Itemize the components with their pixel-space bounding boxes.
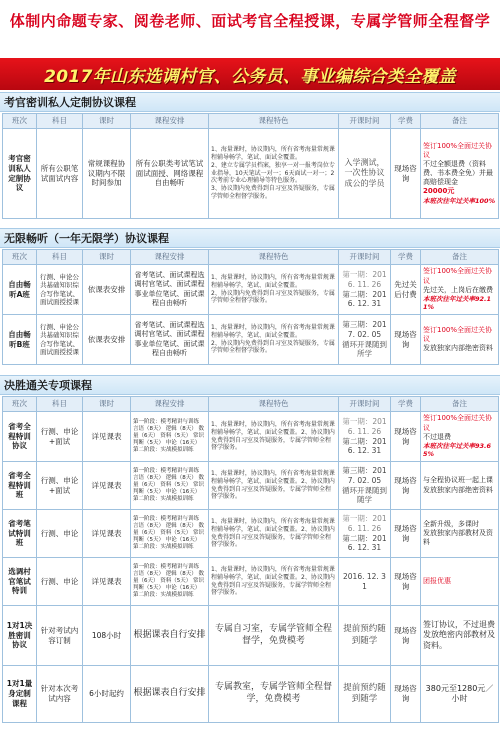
course-features: 1、海量课时，协议期内，所有省考海量常规课程辅导畅学，笔试、面试全覆盖。2、协议期内免费得到自习室及答疑服务，专属学管师全程督学服务。 [209,412,339,462]
remark-line: 发放独家内部教材及资料 [423,528,493,547]
remarks [421,510,499,558]
table-row [3,462,499,510]
course-plan: 所有公职类考试笔试面试面授、网络课程自由畅听 [131,129,209,219]
course-plan: 根据课表自行安排 [131,666,209,723]
banner-slogan: 体制内命题专家、阅卷老师、面试考官全程授课，专属学管师全程督学 [9,12,491,30]
open-date: 第二期：2016. 12. 31 [342,436,387,456]
section-title-s1: 考官密训私人定制协议课程 [0,92,500,112]
course-features [209,129,339,219]
open-date: 第一期：2016. 11. 26 [342,514,387,533]
course-plan: 省考笔试、面试课程选调村官笔试、面试课程事业单位笔试、面试课程自由畅听 [131,315,209,365]
header-cell: 课时 [83,250,131,265]
header-cell: 开课时间 [339,114,391,129]
course-subject: 行测、申论公共基础知识综合写作笔试、面试面授授课 [37,315,83,365]
remarks [421,412,499,462]
class-name: 1对1量身定制课程 [3,666,37,723]
course-subject: 行测、申论公共基础知识综合写作笔试、面试面授授课 [37,265,83,315]
table-row [3,510,499,558]
remark-amount: 20000元 [423,187,455,196]
red-banner [0,58,500,90]
feature-item: 2、建立专属学员档案，独享一对一报考岗位专业指导，10天笔试一对一；6天面试一对一；2次考前专业心理辅导等特色服务。 [211,161,335,185]
open-date: 第一期：2016. 11. 26 [342,417,387,436]
pass-rate: 本班次往年过关率93.65% [423,441,492,459]
remarks: 签订协议，不过退费发放绝密内部教材及资料。 [421,606,499,666]
header-cell: 课程特色 [209,114,339,129]
open-date: 第三期：2017. 02. 05 [342,466,387,485]
header-cell: 科目 [37,397,83,412]
tuition: 现场咨询 [391,558,421,606]
remark-line: 发放独家内部绝密资料 [423,344,493,353]
remark-line: 与全程协议班一起上课 [423,476,493,485]
class-name: 省考笔试特训班 [3,510,37,558]
remark-line: 签订100%全面过关协议 [423,142,493,160]
course-plan: 第一阶段：模考精讲与训练 言语（8天） 逻辑（8天） 数量（6天） 资料（5天） 常识判断（5天） 申论（16天） 第二阶段：实战模拟训练 [131,412,209,462]
header-cell: 班次 [3,250,37,265]
feature-item: 3、协议期内免费得到自习室及答疑服务，专属学管师全程督学服务。 [211,185,335,200]
remark-line: 签订100%全面过关协议 [423,325,493,343]
tuition: 现场咨询 [391,412,421,462]
feature-item: 2、协议期内免费得到自习室及答疑服务，专属学管师全程督学服务。 [211,289,335,305]
feature-item: 1、海量课时，协议期内，所有省考海量常规课程辅导畅学，笔试、面试全覆盖。 [211,146,335,161]
remark-line: 不过全额退费（资料费、书本费全免）并最高赔偿现金 [423,160,493,187]
table-header-row [3,397,499,412]
header-cell: 学费 [391,250,421,265]
course-subject: 针对本次考试内容 [37,666,83,723]
pass-rate: 本班次往年过关率100% [423,196,496,205]
course-hours: 依课表安排 [83,265,131,315]
open-date: 第三期：2017. 02. 05 [342,320,387,339]
table-row [3,666,499,723]
header-cell: 课时 [83,397,131,412]
header-cell: 开课时间 [339,397,391,412]
course-subject: 行测、申论+面试 [37,462,83,510]
table-s2 [2,249,499,365]
course-hours: 6小时起约 [83,666,131,723]
tuition: 现场咨询 [391,315,421,365]
header-cell: 学费 [391,397,421,412]
tuition: 现场咨询 [391,666,421,723]
header-cell: 开课时间 [339,250,391,265]
course-subject: 所有公职笔试面试内容 [37,129,83,219]
course-plan: 根据课表自行安排 [131,606,209,666]
top-banner [0,0,500,58]
course-subject: 行测、申论 [37,558,83,606]
table-header-row [3,250,499,265]
class-name: 自由畅听B班 [3,315,37,365]
remarks [421,558,499,606]
open-time [339,510,391,558]
remarks [421,462,499,510]
header-cell: 科目 [37,114,83,129]
open-time: 提前预约随到随学 [339,666,391,723]
class-name: 考官密训私人定制协议 [3,129,37,219]
table-row [3,265,499,315]
remarks [421,265,499,315]
header-cell: 课程特色 [209,250,339,265]
course-plan: 省考笔试、面试课程选调村官笔试、面试课程事业单位笔试、面试课程自由畅听 [131,265,209,315]
tuition: 现场咨询 [391,510,421,558]
course-features: 1、海量课时，协议期内，所有省考海量常规课程辅导畅学，笔试、面试全覆盖。2、协议期内免费得到自习室及答疑服务，专属学管师全程督学服务。 [209,558,339,606]
course-plan: 第一阶段：模考精讲与训练 言语（8天） 逻辑（8天） 数量（6天） 资料（5天） 常识判断（5天） 申论（16天） 第二阶段：实战模拟训练 [131,510,209,558]
course-features: 专属自习室，专属学管师全程督学，免费模考 [209,606,339,666]
open-time [339,412,391,462]
course-hours: 108小时 [83,606,131,666]
open-time: 提前预约随到随学 [339,606,391,666]
course-hours: 依课表安排 [83,315,131,365]
class-name: 1对1决胜密训协议 [3,606,37,666]
remark-line: 先过关，上岗后在缴费 [423,285,493,294]
table-row [3,412,499,462]
open-date: 第二期：2016. 12. 31 [342,289,387,309]
class-name: 省考全程特训班 [3,462,37,510]
class-name: 选调村官笔试特训 [3,558,37,606]
section-title-s3: 决胜通关专项课程 [0,375,500,395]
remarks [421,315,499,365]
header-cell: 备注 [421,114,499,129]
remark-line: 团报优惠 [423,576,451,585]
course-features: 专属教室，专属学管师全程督学，免费模考 [209,666,339,723]
header-cell: 备注 [421,397,499,412]
course-features [209,315,339,365]
course-hours: 详见课表 [83,412,131,462]
tuition: 现场咨询 [391,129,421,219]
section-title-s2: 无限畅听（一年无限学）协议课程 [0,228,500,248]
course-hours: 常规课程协议期内不限时间参加 [83,129,131,219]
course-features: 1、海量课时，协议期内，所有省考海量常规课程辅导畅学，笔试、面试全覆盖。2、协议期内免费得到自习室及答疑服务，专属学管师全程督学服务。 [209,510,339,558]
header-cell: 课程特色 [209,397,339,412]
feature-item: 1、海量课时，协议期内，所有省考海量常规课程辅导畅学，笔试、面试全覆盖。 [211,273,335,289]
open-date: 第二期：2016. 12. 31 [342,533,387,553]
course-subject: 针对考试内容订制 [37,606,83,666]
remarks [421,129,499,219]
class-name: 省考全程特训协议 [3,412,37,462]
banner-headline: 2017年山东选调村官、公务员、事业编综合类全覆盖 [44,66,456,87]
course-hours: 详见课表 [83,462,131,510]
tuition: 现场咨询 [391,462,421,510]
header-cell: 课程安排 [131,397,209,412]
table-header-row [3,114,499,129]
header-cell: 班次 [3,397,37,412]
table-s1 [2,113,499,219]
header-cell: 课时 [83,114,131,129]
open-time [339,462,391,510]
table-row [3,558,499,606]
course-subject: 行测、申论+面试 [37,412,83,462]
course-features: 1、海量课时，协议期内，所有省考海量常规课程辅导畅学，笔试、面试全覆盖。2、协议期内免费得到自习室及答疑服务，专属学管师全程督学服务。 [209,462,339,510]
open-time: 入学测试，一次性协议成公的学员 [339,129,391,219]
header-cell: 班次 [3,114,37,129]
feature-item: 1、海量课时，协议期内，所有省考海量常规课程辅导畅学，笔试、面试全覆盖。 [211,323,335,339]
open-date: 2016. 12. 31 [343,571,386,591]
header-cell: 备注 [421,250,499,265]
course-subject: 行测、申论 [37,510,83,558]
header-cell: 课程安排 [131,114,209,129]
remark-line: 不过退费 [423,432,451,441]
open-time [339,558,391,606]
open-time [339,265,391,315]
open-date: 循环开课随到随学 [342,485,387,505]
course-hours: 详见课表 [83,558,131,606]
table-row [3,606,499,666]
remark-line: 签订100%全面过关协议 [423,414,493,432]
header-cell: 科目 [37,250,83,265]
remarks: 380元至1280元／小时 [421,666,499,723]
open-date: 第一期：2016. 11. 26 [342,270,387,289]
course-plan: 第一阶段：模考精讲与训练 言语（8天） 逻辑（8天） 数量（6天） 资料（5天） 常识判断（5天） 申论（16天） 第二阶段：实战模拟训练 [131,558,209,606]
remark-line: 签订100%全面过关协议 [423,267,493,285]
class-name: 自由畅听A班 [3,265,37,315]
course-plan: 第一阶段：模考精讲与训练 言语（8天） 逻辑（8天） 数量（6天） 资料（5天） 常识判断（5天） 申论（16天） 第二阶段：实战模拟训练 [131,462,209,510]
course-features [209,265,339,315]
course-hours: 详见课表 [83,510,131,558]
tuition: 现场咨询 [391,606,421,666]
table-row [3,315,499,365]
tuition: 先过关后付费 [391,265,421,315]
table-row [3,129,499,219]
pass-rate: 本班次往年过关率92.11% [423,294,492,312]
header-cell: 课程安排 [131,250,209,265]
table-s3 [2,396,499,723]
open-time [339,315,391,365]
header-cell: 学费 [391,114,421,129]
feature-item: 2、协议期内免费得到自习室及答疑服务，专属学管师全程督学服务。 [211,339,335,355]
remark-line: 全新升级，多课时 [423,519,479,528]
remark-line: 发放独家内部绝密资料 [423,485,493,494]
open-date: 循环开课随到所学 [342,339,387,359]
